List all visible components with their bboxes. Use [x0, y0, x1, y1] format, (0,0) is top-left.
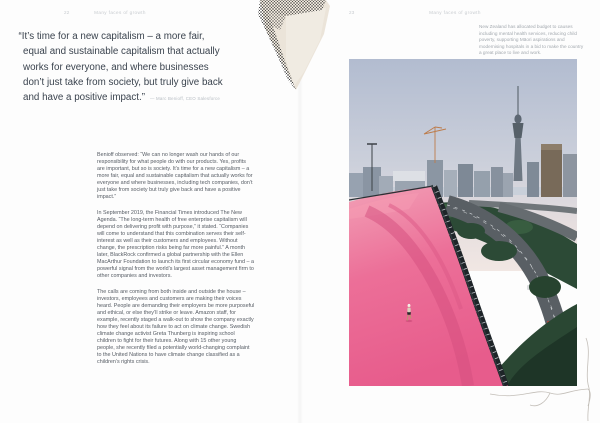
body-paragraph: In September 2019, the Financial Times introduced The New Agenda. “The long-term health of free enterprise capitalism will depend on delivering profit with purpose,” it stated. “Companies will come to understand that this combination serves their self-interest as well as their customers and employees. Without change, the prescription risks being far more painful.” A month later, BlackRock confirmed a global partnership with the Ellen MacArthur Foundation to launch its first circular economy fund – a powerful signal from the world’s largest asset management firm to other companies and investors. — [97, 210, 255, 279]
scribble-lines — [480, 328, 600, 423]
body-paragraph: Benioff observed: “We can no longer wash our hands of our responsibility for what people do with our products. Yes, profits are important, but so is society. It’s time for a new capitalism – a more fair, equal and sustainable capitalism that actually works for everyone and where businesses, including tech companies, don’t just take from society but truly give back and have a positive impact.” — [97, 152, 253, 200]
left-page-number: 22 — [64, 10, 70, 15]
right-running-head: Many faces of growth — [429, 10, 481, 15]
pull-quote-line: “It’s time for a new capitalism – a more fair, — [18, 31, 205, 42]
pencil-scribbles — [480, 328, 600, 423]
photo-caption: New Zealand has allocated budget to causes including mental health services, reducing child poverty, supporting Māori aspirations and modernising hospitals in a bid to make the country a great place to live and work. — [479, 24, 584, 55]
collage-shape — [246, 0, 338, 98]
pull-quote-line: equal and sustainable capitalism that actually — [23, 46, 220, 58]
quote-attribution: — Marc Benioff, CEO Salesforce — [149, 96, 221, 102]
right-page-number: 23 — [349, 10, 355, 15]
left-running-head: Many faces of growth — [94, 10, 146, 15]
pull-quote-line: works for everyone, and where businesses — [23, 61, 209, 73]
pull-quote-line: don’t just take from society, but truly give back — [23, 76, 223, 88]
pull-quote-last-line — [23, 90, 238, 106]
body-text-column — [97, 152, 255, 375]
pull-quote-line: and have a positive impact.” — [23, 92, 145, 104]
body-paragraph: The calls are coming from both inside and outside the house – investors, employees and customers are making their voices heard. People are demanding their employers be more purposeful and ethical, or else they’ll strike or leave. Amazon staff, for example, recently staged a walk-out to show the company exactly how they feel about its failure to act on climate change. Swedish climate change activist Greta Thunberg is inspiring school children to fight for their futures. Along with 15 other young people, she recently filed a potentially world-changing complaint to the United Nations to have climate change classified as a children’s rights crisis. — [97, 289, 255, 365]
pull-quote — [18, 29, 238, 106]
hatched-collage-illustration — [246, 0, 338, 98]
